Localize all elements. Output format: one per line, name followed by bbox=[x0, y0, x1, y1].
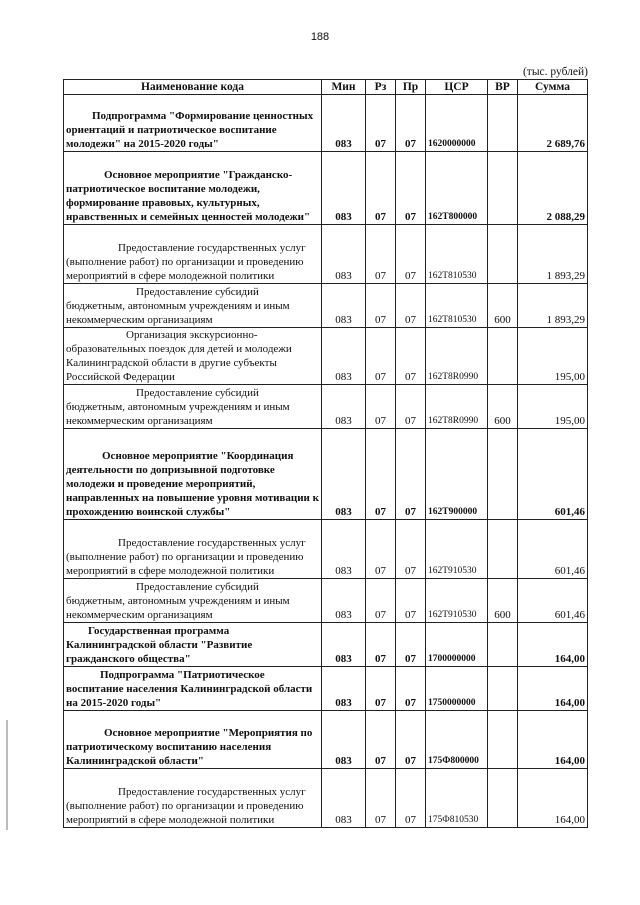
row-min: 083 bbox=[322, 579, 366, 623]
row-csr: 162Т8R0990 bbox=[426, 385, 488, 429]
row-min: 083 bbox=[322, 623, 366, 667]
row-min: 083 bbox=[322, 429, 366, 520]
row-name-text: Предоставление государственных услуг (выполнение работ) по организации и проведению мероприятий в сфере молодежной политики bbox=[66, 242, 306, 282]
row-sum: 164,00 bbox=[518, 623, 588, 667]
row-csr: 1750000000 bbox=[426, 667, 488, 711]
row-sum: 164,00 bbox=[518, 711, 588, 769]
row-name bbox=[64, 225, 322, 284]
row-sum: 195,00 bbox=[518, 385, 588, 429]
row-csr: 162Т810530 bbox=[426, 284, 488, 328]
row-pr: 07 bbox=[396, 579, 426, 623]
row-min: 083 bbox=[322, 328, 366, 385]
row-sum: 2 689,76 bbox=[518, 95, 588, 152]
row-name-text: Основное мероприятие "Координация деятельности по допризывной подготовке молодежи и проведение мероприятий, направленных на повышение уровня мотивации к прохождению воинской службы" bbox=[66, 450, 319, 518]
row-pr: 07 bbox=[396, 711, 426, 769]
row-csr: 162Т910530 bbox=[426, 520, 488, 579]
row-name bbox=[64, 520, 322, 579]
row-csr: 162Т810530 bbox=[426, 225, 488, 284]
row-sum: 1 893,29 bbox=[518, 225, 588, 284]
row-name bbox=[64, 95, 322, 152]
row-sum: 164,00 bbox=[518, 667, 588, 711]
row-vr bbox=[488, 95, 518, 152]
row-pr: 07 bbox=[396, 328, 426, 385]
row-name bbox=[64, 579, 322, 623]
row-vr bbox=[488, 711, 518, 769]
header-pr: Пр bbox=[396, 80, 426, 95]
row-csr: 1700000000 bbox=[426, 623, 488, 667]
row-rz: 07 bbox=[366, 152, 396, 225]
row-vr: 600 bbox=[488, 284, 518, 328]
header-vr: ВР bbox=[488, 80, 518, 95]
row-name-text: Организация экскурсионно-образовательных поездок для детей и молодежи Калининградской области в другие субъекты Российской Федерации bbox=[66, 329, 292, 383]
row-min: 083 bbox=[322, 769, 366, 828]
row-sum: 601,46 bbox=[518, 429, 588, 520]
row-name bbox=[64, 623, 322, 667]
row-name-text: Предоставление субсидий бюджетным, автономным учреждениям и иным некоммерческим организациям bbox=[66, 581, 290, 621]
row-rz: 07 bbox=[366, 520, 396, 579]
row-name-text: Предоставление государственных услуг (выполнение работ) по организации и проведению мероприятий в сфере молодежной политики bbox=[66, 786, 306, 826]
table-row bbox=[64, 95, 588, 152]
row-pr: 07 bbox=[396, 520, 426, 579]
row-rz: 07 bbox=[366, 769, 396, 828]
header-name: Наименование кода bbox=[64, 80, 322, 95]
table-row bbox=[64, 429, 588, 520]
row-sum: 2 088,29 bbox=[518, 152, 588, 225]
row-pr: 07 bbox=[396, 284, 426, 328]
row-name-text: Предоставление субсидий бюджетным, автономным учреждениям и иным некоммерческим организациям bbox=[66, 286, 290, 326]
row-csr: 175Ф810530 bbox=[426, 769, 488, 828]
row-vr bbox=[488, 152, 518, 225]
row-name-text: Основное мероприятие "Гражданско-патриотическое воспитание молодежи, формирование правовых, культурных, нравственных и семейных ценностей молодежи" bbox=[66, 169, 311, 223]
table-row bbox=[64, 711, 588, 769]
row-csr: 162Т900000 bbox=[426, 429, 488, 520]
table-row bbox=[64, 520, 588, 579]
row-min: 083 bbox=[322, 667, 366, 711]
table-row bbox=[64, 769, 588, 828]
row-min: 083 bbox=[322, 520, 366, 579]
row-rz: 07 bbox=[366, 579, 396, 623]
row-vr: 600 bbox=[488, 579, 518, 623]
row-rz: 07 bbox=[366, 385, 396, 429]
scan-edge-mark bbox=[6, 720, 8, 830]
row-pr: 07 bbox=[396, 385, 426, 429]
page-number: 188 bbox=[310, 31, 330, 43]
header-csr: ЦСР bbox=[426, 80, 488, 95]
row-rz: 07 bbox=[366, 623, 396, 667]
row-csr: 162Т8R0990 bbox=[426, 328, 488, 385]
row-min: 083 bbox=[322, 95, 366, 152]
units-label: (тыс. рублей) bbox=[522, 66, 588, 78]
row-name-text: Подпрограмма "Формирование ценностных ориентаций и патриотическое воспитание молодежи" на 2015-2020 годы" bbox=[66, 110, 314, 150]
row-pr: 07 bbox=[396, 95, 426, 152]
row-rz: 07 bbox=[366, 95, 396, 152]
row-sum: 195,00 bbox=[518, 328, 588, 385]
table-row bbox=[64, 225, 588, 284]
row-rz: 07 bbox=[366, 711, 396, 769]
row-pr: 07 bbox=[396, 769, 426, 828]
row-vr: 600 bbox=[488, 385, 518, 429]
row-vr bbox=[488, 328, 518, 385]
row-rz: 07 bbox=[366, 225, 396, 284]
row-name bbox=[64, 385, 322, 429]
row-vr bbox=[488, 225, 518, 284]
row-sum: 601,46 bbox=[518, 520, 588, 579]
row-min: 083 bbox=[322, 152, 366, 225]
row-csr: 162Т910530 bbox=[426, 579, 488, 623]
row-csr: 175Ф800000 bbox=[426, 711, 488, 769]
row-name bbox=[64, 152, 322, 225]
row-name-text: Государственная программа Калининградской области "Развитие гражданского общества" bbox=[66, 625, 253, 665]
row-name-text: Подпрограмма "Патриотическое воспитание населения Калининградской области на 2015-2020 годы" bbox=[66, 669, 313, 709]
row-sum: 164,00 bbox=[518, 769, 588, 828]
row-csr: 162Т800000 bbox=[426, 152, 488, 225]
table-row bbox=[64, 385, 588, 429]
table-row bbox=[64, 579, 588, 623]
row-name bbox=[64, 429, 322, 520]
row-pr: 07 bbox=[396, 225, 426, 284]
row-vr bbox=[488, 429, 518, 520]
row-rz: 07 bbox=[366, 328, 396, 385]
row-min: 083 bbox=[322, 711, 366, 769]
row-min: 083 bbox=[322, 385, 366, 429]
row-name-text: Основное мероприятие "Мероприятия по патриотическому воспитанию населения Калининградской области" bbox=[66, 727, 313, 767]
row-vr bbox=[488, 769, 518, 828]
row-pr: 07 bbox=[396, 623, 426, 667]
table-row bbox=[64, 623, 588, 667]
row-pr: 07 bbox=[396, 667, 426, 711]
row-name bbox=[64, 328, 322, 385]
header-rz: Рз bbox=[366, 80, 396, 95]
row-name bbox=[64, 667, 322, 711]
header-sum: Сумма bbox=[518, 80, 588, 95]
row-sum: 601,46 bbox=[518, 579, 588, 623]
header-min: Мин bbox=[322, 80, 366, 95]
row-name-text: Предоставление субсидий бюджетным, автономным учреждениям и иным некоммерческим организациям bbox=[66, 387, 290, 427]
row-rz: 07 bbox=[366, 429, 396, 520]
row-min: 083 bbox=[322, 284, 366, 328]
table-row bbox=[64, 152, 588, 225]
row-name bbox=[64, 769, 322, 828]
row-vr bbox=[488, 667, 518, 711]
row-rz: 07 bbox=[366, 667, 396, 711]
row-pr: 07 bbox=[396, 152, 426, 225]
row-sum: 1 893,29 bbox=[518, 284, 588, 328]
row-vr bbox=[488, 623, 518, 667]
budget-table bbox=[63, 79, 588, 828]
table-header-row bbox=[64, 80, 588, 95]
row-pr: 07 bbox=[396, 429, 426, 520]
row-name bbox=[64, 284, 322, 328]
row-csr: 1620000000 bbox=[426, 95, 488, 152]
row-name bbox=[64, 711, 322, 769]
row-rz: 07 bbox=[366, 284, 396, 328]
table-row bbox=[64, 284, 588, 328]
row-name-text: Предоставление государственных услуг (выполнение работ) по организации и проведению мероприятий в сфере молодежной политики bbox=[66, 537, 306, 577]
row-vr bbox=[488, 520, 518, 579]
table-row bbox=[64, 667, 588, 711]
row-min: 083 bbox=[322, 225, 366, 284]
table-row bbox=[64, 328, 588, 385]
